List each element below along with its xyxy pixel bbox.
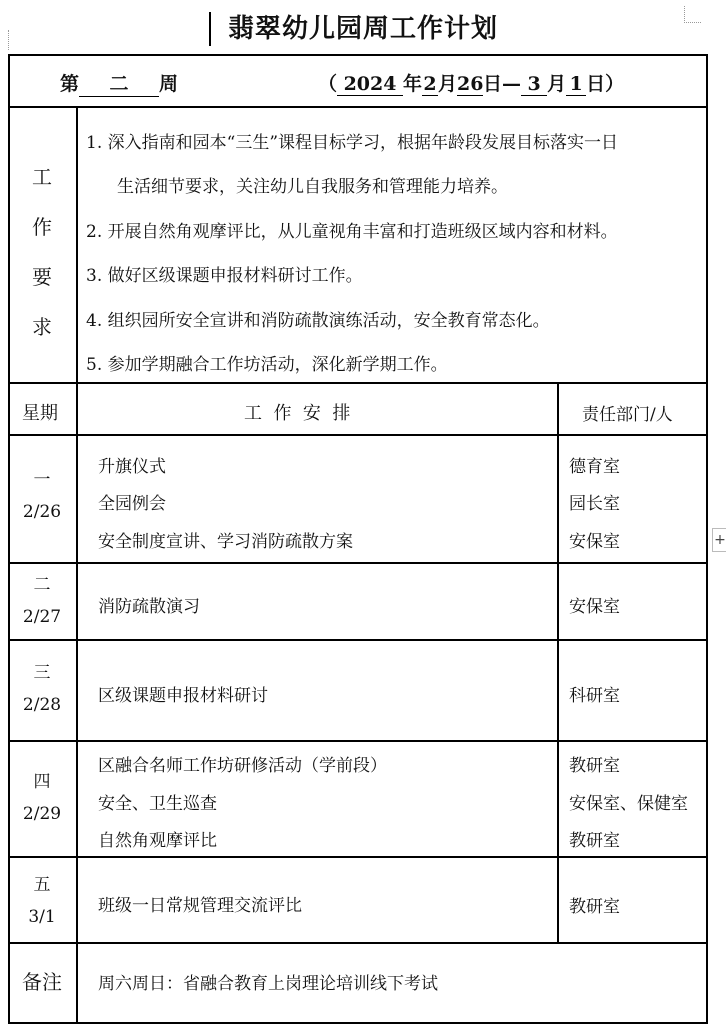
task-item: 消防疏散演习 — [98, 597, 200, 617]
task-item: 区级课题申报材料研讨 — [98, 686, 268, 706]
dept-item: 安保室、保健室 — [569, 794, 688, 814]
row-divider — [8, 382, 708, 384]
requirement-item: 1. 深入指南和园本“三生”课程目标学习，根据年龄段发展目标落实一日 — [86, 133, 619, 153]
day-cell: 三 2/28 — [22, 663, 62, 716]
requirements-label: 工 作 要 求 — [32, 165, 52, 339]
task-item: 安全制度宣讲、学习消防疏散方案 — [98, 532, 353, 552]
header-dept: 责任部门/人 — [582, 405, 673, 425]
task-item: 班级一日常规管理交流评比 — [98, 896, 302, 916]
row-divider — [8, 740, 708, 742]
task-item: 全园例会 — [98, 494, 166, 514]
col-divider — [76, 106, 78, 1024]
dept-item: 安保室 — [569, 597, 620, 617]
requirement-item: 3. 做好区级课题申报材料研讨工作。 — [86, 266, 363, 286]
text-cursor — [209, 12, 211, 46]
day-cell: 二 2/27 — [22, 575, 62, 628]
dept-item: 德育室 — [569, 457, 620, 477]
header-work: 工 作 安 排 — [244, 403, 351, 424]
day-cell: 四 2/29 — [22, 772, 62, 825]
task-item: 升旗仪式 — [98, 457, 166, 477]
margin-mark — [0, 30, 9, 50]
day-cell: 一 2/26 — [22, 470, 62, 523]
row-divider — [8, 856, 708, 858]
notes-text: 周六周日：省融合教育上岗理论培训线下考试 — [98, 974, 438, 994]
task-item: 区融合名师工作坊研修活动（学前段） — [98, 756, 387, 776]
row-divider — [8, 942, 708, 944]
row-divider — [8, 639, 708, 641]
task-item: 安全、卫生巡查 — [98, 794, 217, 814]
week-number-value: 二 — [79, 69, 159, 97]
row-divider — [8, 434, 708, 436]
requirement-item: 5. 参加学期融合工作坊活动，深化新学期工作。 — [86, 355, 448, 375]
requirement-item: 4. 组织园所安全宣讲和消防疏散演练活动，安全教育常态化。 — [86, 311, 550, 331]
notes-label: 备注 — [22, 970, 62, 994]
dept-item: 教研室 — [569, 756, 620, 776]
task-item: 自然角观摩评比 — [98, 831, 217, 851]
requirement-item: 生活细节要求，关注幼儿自我服务和管理能力培养。 — [117, 177, 508, 197]
header-day: 星期 — [22, 403, 58, 424]
col-divider — [557, 382, 559, 942]
dept-item: 安保室 — [569, 532, 620, 552]
day-cell: 五 3/1 — [28, 875, 56, 928]
requirement-item: 2. 开展自然角观摩评比，从儿童视角丰富和打造班级区域内容和材料。 — [86, 222, 618, 242]
add-row-button[interactable]: + — [712, 528, 726, 552]
dept-item: 教研室 — [569, 897, 620, 917]
dept-item: 园长室 — [569, 494, 620, 514]
dept-item: 科研室 — [569, 686, 620, 706]
dept-item: 教研室 — [569, 831, 620, 851]
date-range: （ 2024 年2月26日— 3 月 1 日） — [318, 73, 625, 95]
week-number: 第 二 周 — [60, 69, 178, 97]
page-title: 翡翠幼儿园周工作计划 — [227, 14, 498, 44]
row-divider — [8, 106, 708, 108]
row-divider — [8, 562, 708, 564]
page-corner-mark — [684, 6, 701, 23]
